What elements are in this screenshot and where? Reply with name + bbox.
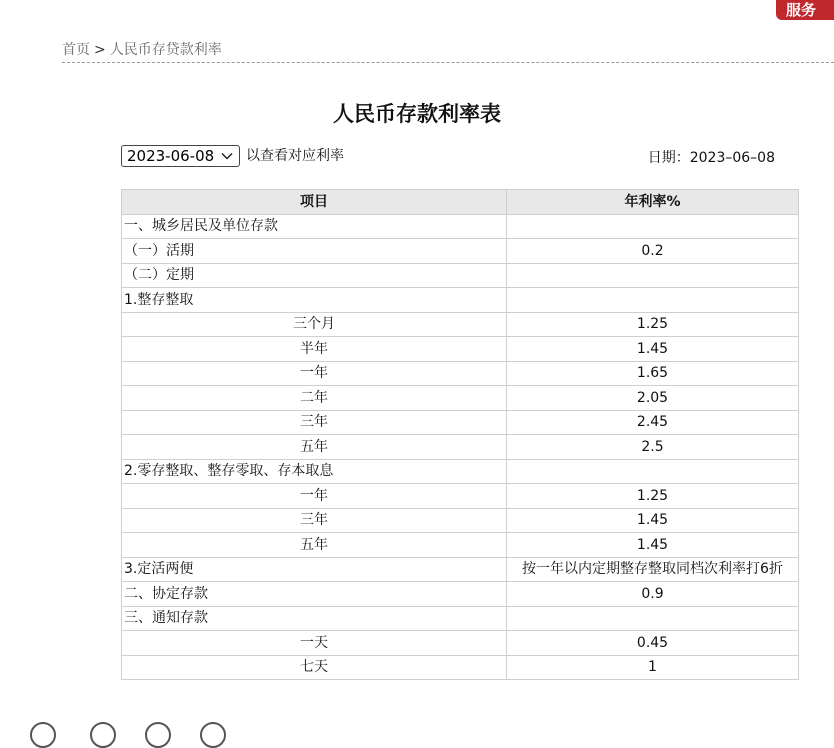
table-row — [122, 655, 799, 680]
row-item-label: 1.整存整取 — [122, 288, 507, 313]
breadcrumb-separator: > — [94, 42, 106, 58]
table-row — [122, 337, 799, 362]
row-rate-value: 1.25 — [507, 312, 799, 337]
row-item-label: 半年 — [122, 337, 507, 362]
row-rate-value: 0.2 — [507, 239, 799, 264]
row-rate-value: 2.5 — [507, 435, 799, 460]
table-row — [122, 533, 799, 558]
breadcrumb-current[interactable]: 人民币存贷款利率 — [109, 42, 222, 58]
table-header-row — [122, 190, 799, 215]
table-row — [122, 239, 799, 264]
row-item-label: 二年 — [122, 386, 507, 411]
breadcrumb-home-link[interactable]: 首页 — [62, 42, 90, 58]
row-rate-value: 1.45 — [507, 508, 799, 533]
row-item-label: 五年 — [122, 435, 507, 460]
table-row — [122, 288, 799, 313]
date-select-hint: 以查看对应利率 — [246, 148, 344, 164]
row-rate-value — [507, 263, 799, 288]
table-row — [122, 263, 799, 288]
row-rate-value: 0.9 — [507, 582, 799, 607]
row-item-label: 三个月 — [122, 312, 507, 337]
row-rate-value — [507, 288, 799, 313]
row-rate-value: 按一年以内定期整存整取同档次利率打6折 — [507, 557, 799, 582]
row-item-label: 二、协定存款 — [122, 582, 507, 607]
row-item-label: （二）定期 — [122, 263, 507, 288]
service-tab[interactable] — [776, 0, 834, 20]
row-rate-value: 1 — [507, 655, 799, 680]
row-rate-value — [507, 459, 799, 484]
row-rate-value — [507, 606, 799, 631]
row-item-label: 五年 — [122, 533, 507, 558]
breadcrumb — [62, 40, 834, 63]
chevron-down-icon — [220, 149, 234, 163]
table-row — [122, 361, 799, 386]
page-title: 人民币存款利率表 — [333, 102, 501, 126]
service-tab-label: 服务 — [786, 1, 817, 19]
row-item-label: 三年 — [122, 508, 507, 533]
table-row — [122, 557, 799, 582]
rate-table — [121, 189, 799, 680]
table-row — [122, 606, 799, 631]
table-row — [122, 312, 799, 337]
date-label: 日期：2023–06–08 — [647, 150, 775, 166]
row-rate-value: 1.65 — [507, 361, 799, 386]
row-item-label: 一、城乡居民及单位存款 — [122, 214, 507, 239]
row-rate-value: 2.05 — [507, 386, 799, 411]
column-header-item: 项目 — [122, 190, 507, 215]
row-item-label: 一年 — [122, 361, 507, 386]
circle-icon[interactable] — [90, 722, 116, 748]
circle-icon[interactable] — [145, 722, 171, 748]
row-rate-value — [507, 214, 799, 239]
table-row — [122, 582, 799, 607]
row-item-label: 3.定活两便 — [122, 557, 507, 582]
table-row — [122, 386, 799, 411]
table-row — [122, 435, 799, 460]
row-item-label: （一）活期 — [122, 239, 507, 264]
table-row — [122, 214, 799, 239]
table-row — [122, 631, 799, 656]
row-rate-value: 1.45 — [507, 533, 799, 558]
row-item-label: 一天 — [122, 631, 507, 656]
row-item-label: 三年 — [122, 410, 507, 435]
row-rate-value: 2.45 — [507, 410, 799, 435]
table-row — [122, 484, 799, 509]
row-item-label: 一年 — [122, 484, 507, 509]
table-row — [122, 459, 799, 484]
circle-icon[interactable] — [30, 722, 56, 748]
table-row — [122, 410, 799, 435]
column-header-rate: 年利率% — [507, 190, 799, 215]
row-rate-value: 1.25 — [507, 484, 799, 509]
row-item-label: 2.零存整取、整存零取、存本取息 — [122, 459, 507, 484]
row-rate-value: 0.45 — [507, 631, 799, 656]
table-row — [122, 508, 799, 533]
row-item-label: 七天 — [122, 655, 507, 680]
date-select[interactable] — [121, 145, 240, 167]
circle-icon[interactable] — [200, 722, 226, 748]
row-item-label: 三、通知存款 — [122, 606, 507, 631]
date-select-value: 2023-06-08 — [127, 147, 215, 165]
row-rate-value: 1.45 — [507, 337, 799, 362]
